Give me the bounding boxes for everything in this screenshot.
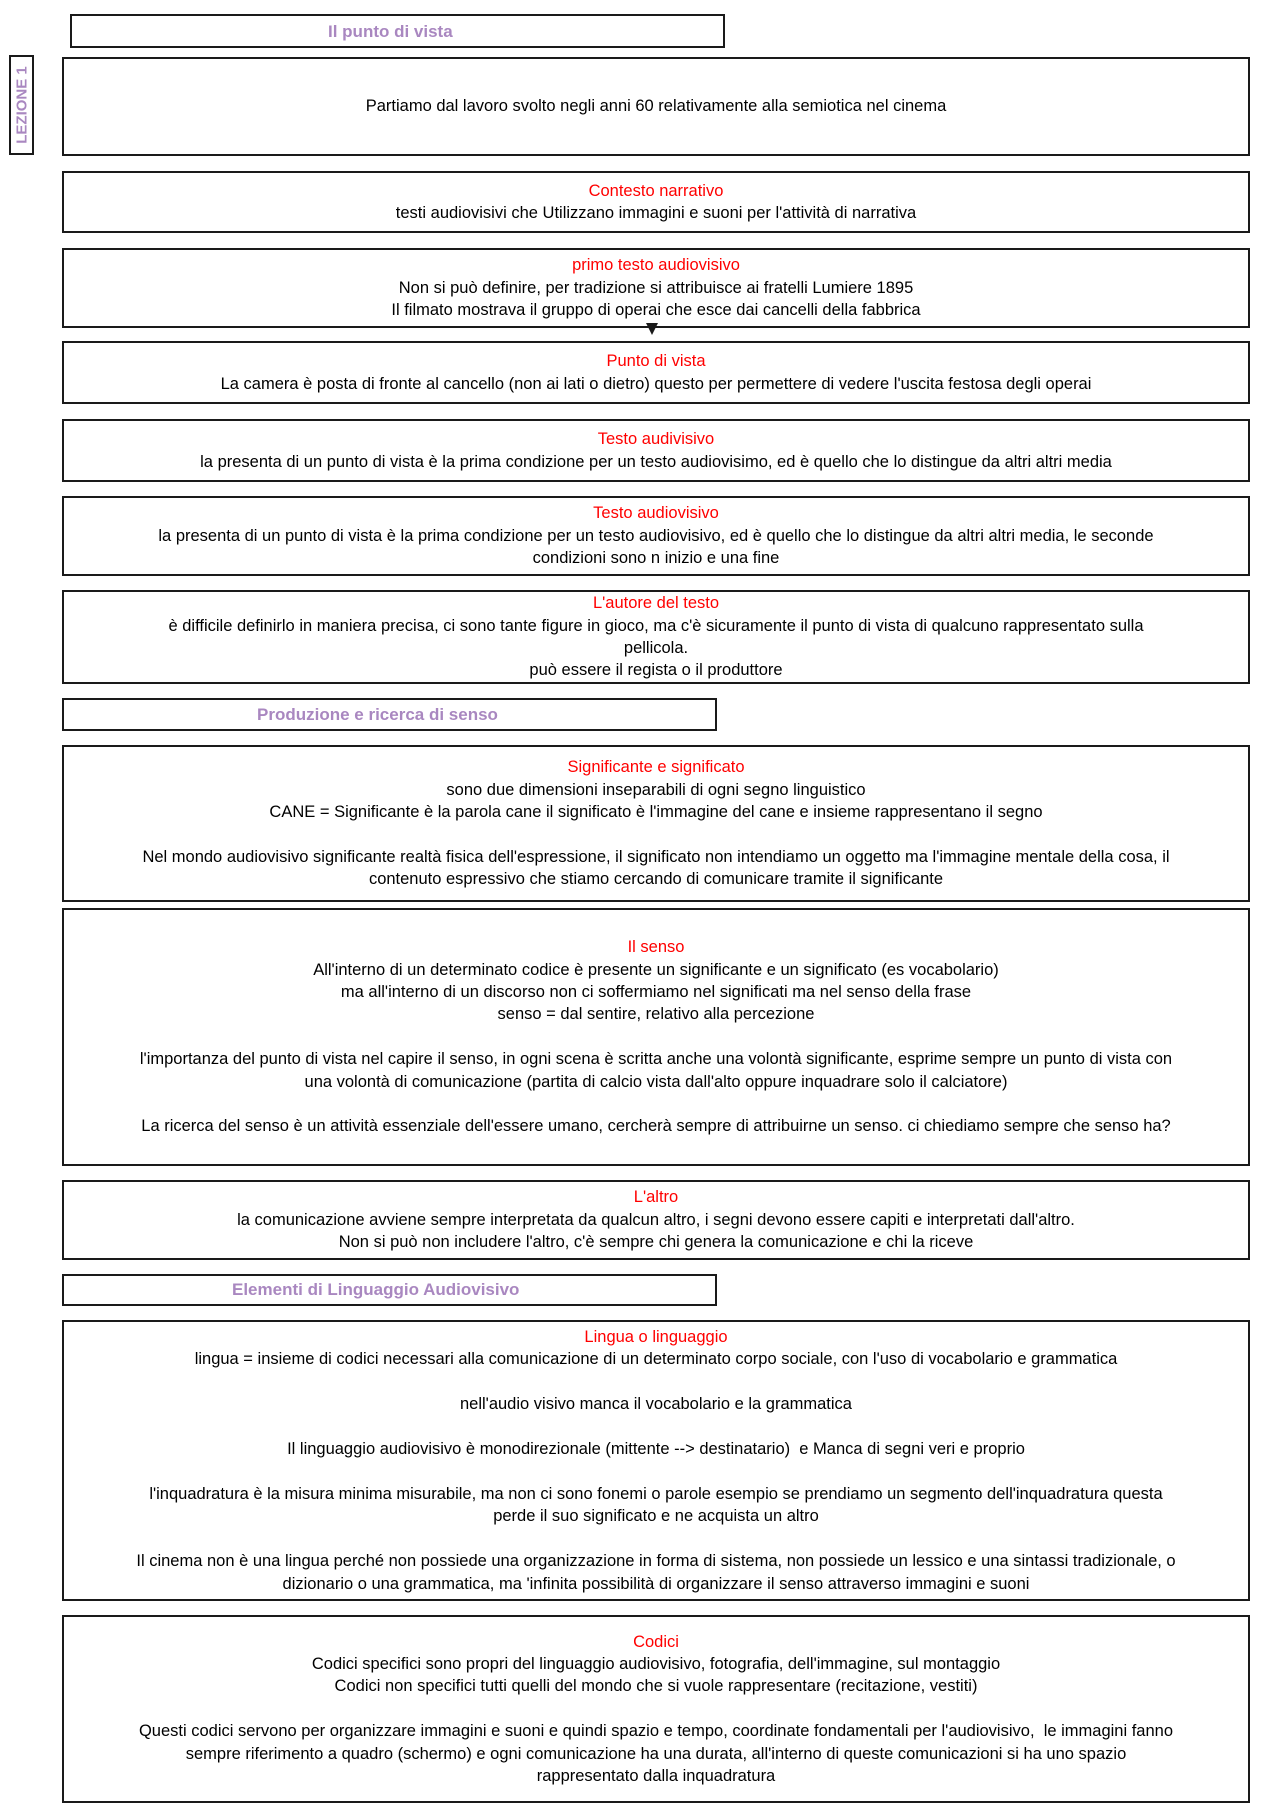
box-title: Il senso bbox=[627, 938, 685, 957]
box-title: Significante e significato bbox=[567, 758, 745, 777]
box-line: sempre riferimento a quadro (schermo) e ogni comunicazione ha una durata, all'interno di queste comunicazioni si ha uno spazio bbox=[185, 1744, 1127, 1763]
section-header-text: Il punto di vista bbox=[328, 22, 453, 41]
box-line: ma all'interno di un discorso non ci soffermiamo nel significati ma nel senso della frase bbox=[340, 982, 972, 1001]
testo-audiovisivo-box bbox=[62, 496, 1250, 576]
box-line: l'inquadratura è la misura minima misurabile, ma non ci sono fonemi o parole esempio se prendiamo un segmento dell'inquadratura questa bbox=[149, 1484, 1163, 1503]
box-title: Contesto narrativo bbox=[588, 181, 724, 200]
box-line: Non si può non includere l'altro, c'è sempre chi genera la comunicazione e chi la riceve bbox=[338, 1233, 974, 1252]
box-line: pellicola. bbox=[623, 639, 689, 657]
box-title: primo testo audiovisivo bbox=[572, 256, 740, 275]
box-line: è difficile definirlo in maniera precisa, ci sono tante figure in gioco, ma c'è sicuramente il punto di vista di qualcuno rappresentato sulla bbox=[168, 616, 1144, 635]
box-line: perde il suo significato e ne acquista un altro bbox=[493, 1507, 819, 1526]
box-line: Partiamo dal lavoro svolto negli anni 60 relativamente alla semiotica nel cinema bbox=[365, 97, 947, 116]
section-header-text: Elementi di Linguaggio Audiovisivo bbox=[232, 1280, 520, 1299]
lingua-linguaggio-box bbox=[62, 1320, 1250, 1601]
box-line bbox=[654, 824, 659, 846]
box-line: Codici non specifici tutti quelli del mondo che si vuole rappresentare (recitazione, vestiti) bbox=[334, 1677, 978, 1696]
codici-box bbox=[62, 1615, 1250, 1803]
box-line: la comunicazione avviene sempre interpretata da qualcun altro, i segni devono essere capiti e interpretati dall'altro. bbox=[237, 1210, 1075, 1229]
intro-box bbox=[62, 57, 1250, 156]
box-title: Testo audivisivo bbox=[597, 430, 715, 449]
box-line: condizioni sono n inizio e una fine bbox=[532, 549, 780, 568]
box-line: All'interno di un determinato codice è presente un significante e un significato (es vocabolario) bbox=[313, 960, 999, 979]
box-line bbox=[654, 1371, 659, 1393]
box-line bbox=[654, 1093, 659, 1115]
box-line: una volontà di comunicazione (partita di calcio vista dall'alto oppure inquadrare solo il calciatore) bbox=[304, 1072, 1008, 1091]
il-senso-box bbox=[62, 908, 1250, 1166]
section-header-text: Produzione e ricerca di senso bbox=[257, 705, 498, 724]
box-title: Codici bbox=[633, 1632, 679, 1651]
box-line bbox=[654, 1528, 659, 1550]
box-title: L'autore del testo bbox=[592, 594, 720, 613]
l-altro-box bbox=[62, 1180, 1250, 1260]
box-line: senso = dal sentire, relativo alla percezione bbox=[497, 1005, 815, 1024]
punto-di-vista-box bbox=[62, 341, 1250, 404]
box-line: CANE = Significante è la parola cane il significato è l'immagine del cane e insieme rappresentano il segno bbox=[269, 803, 1043, 822]
box-line: La ricerca del senso è un attività essenziale dell'essere umano, cercherà sempre di attribuirne un senso. ci chiediamo sempre che senso ha? bbox=[141, 1117, 1171, 1136]
box-line: Questi codici servono per organizzare immagini e suoni e quindi spazio e tempo, coordinate fondamentali per l'audiovisivo, le immagini fanno bbox=[138, 1722, 1174, 1741]
box-line: Il filmato mostrava il gruppo di operai che esce dai cancelli della fabbrica bbox=[391, 301, 921, 320]
box-line: contenuto espressivo che stiamo cercando di comunicare tramite il significante bbox=[368, 870, 944, 889]
arrow-down-icon bbox=[646, 323, 658, 335]
primo-testo-box bbox=[62, 248, 1250, 328]
section-header-punto-di-vista bbox=[70, 14, 725, 48]
box-line bbox=[654, 1461, 659, 1483]
box-line: nell'audio visivo manca il vocabolario e la grammatica bbox=[459, 1395, 852, 1414]
box-line: l'importanza del punto di vista nel capire il senso, in ogni scena è scritta anche una volontà significante, esprime sempre un punto di vista con bbox=[139, 1050, 1173, 1069]
box-line bbox=[654, 1416, 659, 1438]
box-line: la presenta di un punto di vista è la prima condizione per un testo audiovisivo, ed è quello che lo distingue da altri altri media, le seconde bbox=[158, 526, 1154, 545]
section-header-elementi bbox=[62, 1274, 717, 1306]
box-title: Testo audiovisivo bbox=[593, 504, 719, 523]
box-line: dizionario o una grammatica, ma 'infinita possibilità di organizzare il senso attraverso immagini e suoni bbox=[282, 1574, 1030, 1593]
box-line: Nel mondo audiovisivo significante realtà fisica dell'espressione, il significato non intendiamo un oggetto ma l'immagine mentale della cosa, il bbox=[142, 847, 1170, 866]
box-line: La camera è posta di fronte al cancello (non ai lati o dietro) questo per permettere di vedere l'uscita festosa degli operai bbox=[220, 374, 1092, 393]
box-line: sono due dimensioni inseparabili di ogni segno linguistico bbox=[446, 780, 866, 799]
box-line bbox=[654, 1698, 659, 1720]
significante-significato-box bbox=[62, 745, 1250, 902]
box-line: Codici specifici sono propri del linguaggio audiovisivo, fotografia, dell'immagine, sul montaggio bbox=[311, 1654, 1001, 1673]
section-header-produzione bbox=[62, 698, 717, 731]
box-line: può essere il regista o il produttore bbox=[529, 661, 783, 680]
box-line: la presenta di un punto di vista è la prima condizione per un testo audiovisimo, ed è quello che lo distingue da altri altri media bbox=[200, 452, 1112, 471]
box-line: lingua = insieme di codici necessari alla comunicazione di un determinato corpo sociale, con l'uso di vocabolario e grammatica bbox=[194, 1350, 1118, 1369]
box-line bbox=[654, 1026, 659, 1048]
box-line: testi audiovisivi che Utilizzano immagini e suoni per l'attività di narrativa bbox=[395, 204, 917, 222]
box-title: Lingua o linguaggio bbox=[584, 1328, 728, 1347]
box-line: Il linguaggio audiovisivo è monodirezionale (mittente --> destinatario) e Manca di segni veri e proprio bbox=[287, 1440, 1025, 1459]
box-line: rappresentato dalla inquadratura bbox=[536, 1767, 776, 1786]
box-title: Punto di vista bbox=[606, 352, 706, 371]
lesson-label-text: LEZIONE 1 bbox=[13, 66, 30, 144]
box-line: Non si può definire, per tradizione si attribuisce ai fratelli Lumiere 1895 bbox=[398, 278, 914, 297]
box-line: Il cinema non è una lingua perché non possiede una organizzazione in forma di sistema, non possiede un lessico e una sintassi tradizionale, o bbox=[136, 1552, 1176, 1571]
contesto-narrativo-box bbox=[62, 171, 1250, 233]
autore-testo-box bbox=[62, 590, 1250, 684]
testo-audivisivo-box bbox=[62, 419, 1250, 482]
box-title: L'altro bbox=[633, 1188, 679, 1207]
lesson-label bbox=[9, 55, 34, 155]
